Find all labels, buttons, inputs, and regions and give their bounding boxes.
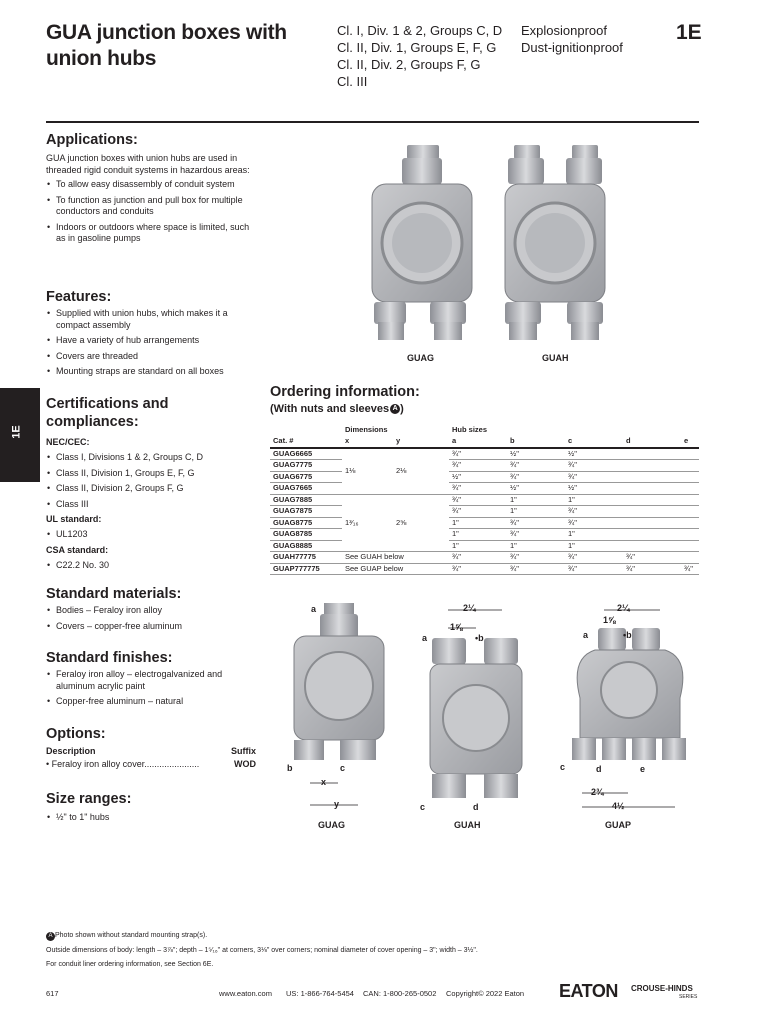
finishes-heading: Standard finishes: (46, 650, 173, 666)
page-number: 617 (46, 989, 59, 998)
table-cell (623, 494, 681, 506)
table-header-row (270, 436, 699, 448)
guap-dim1: 2¼ (617, 603, 630, 613)
csa-label: CSA standard: (46, 544, 109, 555)
table-cell (681, 529, 699, 541)
guah-label-b: •b (475, 633, 484, 643)
table-row (270, 506, 699, 518)
footnote-marker-icon: A (46, 932, 55, 941)
list-item: • Class I, Divisions 1 & 2, Groups C, D (46, 452, 256, 464)
table-cell: ¾" (449, 448, 507, 460)
ordering-table-wrap (270, 425, 699, 575)
features-section (46, 288, 256, 382)
col-header: a (449, 436, 507, 448)
table-cell (623, 517, 681, 529)
footer-us-phone: US: 1-866-764-5454 (286, 989, 354, 998)
features-heading: Features: (46, 289, 112, 305)
option-description: • Feraloy iron alloy cover...................... (46, 759, 200, 769)
col-header: e (681, 436, 699, 448)
table-cell: ½" (449, 471, 507, 483)
cert-heading-line1: Certifications and (46, 396, 169, 412)
list-item: • Copper-free aluminum – natural (46, 696, 256, 708)
table-cell: ¾" (507, 460, 565, 472)
table-cell: GUAP777775 (270, 563, 342, 575)
applications-intro: GUA junction boxes with union hubs are used in threaded rigid conduit systems in hazardous areas: (46, 153, 250, 175)
table-cell: ¾" (565, 460, 623, 472)
table-cell: ¾" (565, 471, 623, 483)
list-item: • Mounting straps are standard on all boxes (46, 366, 256, 378)
list-item: • UL1203 (46, 529, 256, 541)
eaton-logo: EATON (559, 981, 618, 1001)
brand-sub: CROUSE-HINDS (631, 984, 693, 993)
photo-label-guag: GUAG (407, 353, 434, 363)
table-cell: 1" (507, 540, 565, 552)
guap-label-e: e (640, 764, 646, 774)
table-cell (681, 460, 699, 472)
guah-photo (505, 145, 605, 340)
options-col-suffix: Suffix (230, 746, 256, 756)
table-cell: ¾" (449, 563, 507, 575)
table-row (270, 517, 699, 529)
class-line: Cl. III (337, 74, 368, 89)
section-code: 1E (676, 21, 702, 44)
footnote-1 (46, 931, 207, 941)
col-header: b (507, 436, 565, 448)
table-cell (623, 506, 681, 518)
hazard-classes (337, 22, 502, 90)
col-header: Cat. # (270, 436, 342, 448)
list-item: • To allow easy disassembly of conduit system (46, 179, 256, 191)
certifications-section (46, 395, 256, 575)
table-cell: 2⅝ (393, 494, 449, 552)
ordering-heading: Ordering information: (270, 384, 420, 400)
table-cell: GUAG7885 (270, 494, 342, 506)
table-cell: 1³⁄₁₆ (342, 494, 393, 552)
brand-series: SERIES (679, 994, 698, 1000)
option-desc-text: Feraloy iron alloy cover...................... (51, 759, 200, 769)
col-header: x (342, 436, 393, 448)
table-cell: GUAG7875 (270, 506, 342, 518)
table-cell: GUAG8785 (270, 529, 342, 541)
guap-label-b-text: b (626, 630, 632, 640)
table-row (270, 448, 699, 460)
ordering-section (270, 383, 420, 415)
table-cell: ¾" (565, 563, 623, 575)
col-header: y (393, 436, 449, 448)
table-cell: GUAG7775 (270, 460, 342, 472)
list-item: • C22.2 No. 30 (46, 560, 256, 572)
guag-diagram (294, 603, 384, 805)
diagram-label-guap: GUAP (605, 820, 632, 830)
size-ranges-section (46, 790, 256, 828)
group-hub-sizes: Hub sizes (452, 425, 488, 435)
table-row (270, 471, 699, 483)
table-cell: ¾" (449, 494, 507, 506)
guah-dim1: 2¼ (463, 603, 476, 613)
table-cell: ¾" (449, 483, 507, 495)
table-cell (681, 506, 699, 518)
table-row (270, 540, 699, 552)
guap-label-c: c (560, 762, 566, 772)
table-cell: See GUAH below (342, 552, 449, 564)
table-cell: See GUAP below (342, 563, 449, 575)
guah-dim2: 1⅝ (450, 622, 463, 632)
ordering-subheading-text: (With nuts and sleeves (270, 403, 390, 415)
table-cell (681, 494, 699, 506)
table-row (270, 494, 699, 506)
table-cell: ½" (507, 448, 565, 460)
title-line1: GUA junction boxes with (46, 21, 287, 44)
table-cell (681, 483, 699, 495)
list-item: • Class III (46, 499, 256, 511)
guap-dim3: 2¾ (591, 787, 604, 797)
footnote-3: For conduit liner ordering information, see Section 6E. (46, 961, 214, 968)
options-header (46, 746, 256, 756)
side-tab (0, 388, 40, 482)
dimension-diagrams (280, 598, 700, 823)
header-rule (46, 121, 699, 123)
table-cell: ¾" (507, 471, 565, 483)
class-line: Cl. II, Div. 1, Groups E, F, G (337, 40, 497, 55)
table-cell: GUAG6775 (270, 471, 342, 483)
table-row (270, 460, 699, 472)
guag-label-c: c (340, 763, 346, 773)
certifications-heading (46, 395, 256, 431)
table-cell: ¾" (681, 563, 699, 575)
options-col-description: Description (46, 746, 96, 756)
option-suffix: WOD (234, 759, 256, 769)
guap-label-a: a (583, 630, 589, 640)
note-marker-icon: A (390, 404, 400, 414)
footnote-2: Outside dimensions of body: length – 3⅞"; depth – 1⁵⁄₁₆" at corners, 3⅛" over corners; nominal diameter of cover opening – 3"; width – 3½". (46, 947, 478, 954)
materials-list (46, 605, 256, 632)
table-cell: GUAG8885 (270, 540, 342, 552)
footer-website[interactable]: www.eaton.com (219, 989, 272, 998)
materials-section (46, 585, 256, 636)
rating-line: Explosionproof (521, 23, 607, 38)
list-item: • Covers – copper-free aluminum (46, 621, 256, 633)
group-dimensions: Dimensions (345, 425, 388, 435)
footnote-1-text: Photo shown without standard mounting strap(s). (55, 932, 208, 939)
materials-heading: Standard materials: (46, 586, 182, 602)
size-ranges-heading: Size ranges: (46, 791, 132, 807)
table-cell: 1" (507, 494, 565, 506)
table-cell: ¾" (507, 517, 565, 529)
diagram-label-guag: GUAG (318, 820, 345, 830)
table-cell: 1" (507, 506, 565, 518)
applications-list (46, 179, 256, 245)
ordering-table-body (270, 448, 699, 575)
finishes-section (46, 649, 256, 712)
table-cell: ¾" (449, 506, 507, 518)
table-cell: 1" (565, 494, 623, 506)
applications-section (46, 131, 256, 249)
ratings (521, 22, 623, 56)
diagram-label-guah: GUAH (454, 820, 481, 830)
options-heading: Options: (46, 726, 106, 742)
table-row (270, 529, 699, 541)
table-cell (681, 448, 699, 460)
options-row (46, 759, 256, 769)
guag-photo (372, 145, 472, 340)
table-cell (681, 540, 699, 552)
table-cell: ½" (565, 448, 623, 460)
applications-heading: Applications: (46, 132, 138, 148)
features-list (46, 308, 256, 378)
guag-label-x: x (321, 777, 327, 787)
guah-label-d: d (473, 802, 479, 812)
guag-label-a: a (311, 604, 317, 614)
table-cell: 1⅛ (342, 448, 393, 495)
table-cell: 2⅛ (393, 448, 449, 495)
nec-list (46, 452, 256, 510)
table-cell: GUAG8775 (270, 517, 342, 529)
table-cell: 1" (565, 540, 623, 552)
guah-label-c: c (420, 802, 426, 812)
options-section (46, 725, 256, 769)
list-item: • Bodies – Feraloy iron alloy (46, 605, 256, 617)
table-cell: ¾" (623, 552, 681, 564)
list-item: • Class II, Division 2, Groups F, G (46, 483, 256, 495)
table-cell: GUAG6665 (270, 448, 342, 460)
list-item: • Supplied with union hubs, which makes it a compact assembly (46, 308, 256, 331)
cert-heading-line2: compliances: (46, 414, 139, 430)
rating-line: Dust-ignitionproof (521, 40, 623, 55)
table-cell (623, 529, 681, 541)
table-cell: ½" (565, 483, 623, 495)
list-item: • Covers are threaded (46, 351, 256, 363)
photo-label-guah: GUAH (542, 353, 569, 363)
list-item: • Indoors or outdoors where space is limited, such as in gasoline pumps (46, 222, 256, 245)
table-cell: ¾" (507, 563, 565, 575)
ordering-subheading: (With nuts and sleeves A ) (270, 403, 404, 415)
side-tab-label: 1E (10, 425, 23, 439)
csa-list (46, 560, 256, 572)
list-item: • To function as junction and pull box for multiple conductors and conduits (46, 195, 256, 218)
list-item: • Have a variety of hub arrangements (46, 335, 256, 347)
product-photo (362, 140, 632, 350)
ordering-table (270, 425, 699, 575)
guah-label-a: a (422, 633, 428, 643)
table-cell: ¾" (565, 517, 623, 529)
table-cell: 1" (449, 517, 507, 529)
footer-copyright: Copyright© 2022 Eaton (446, 989, 525, 998)
table-cell: GUAH77775 (270, 552, 342, 564)
guap-label-b: •b (623, 630, 632, 640)
guag-label-y: y (334, 799, 340, 809)
table-cell: GUAG7665 (270, 483, 342, 495)
table-cell (623, 460, 681, 472)
list-item: • Feraloy iron alloy – electrogalvanized and aluminum acrylic paint (46, 669, 256, 692)
table-cell (623, 448, 681, 460)
guap-label-d: d (596, 764, 602, 774)
table-cell: ¾" (449, 460, 507, 472)
table-cell: ¾" (623, 563, 681, 575)
nec-label: NEC/CEC: (46, 437, 90, 447)
table-row (270, 483, 699, 495)
title-line2: union hubs (46, 47, 157, 70)
list-item: • Class II, Division 1, Groups E, F, G (46, 468, 256, 480)
finishes-list (46, 669, 256, 708)
table-cell: 1" (449, 529, 507, 541)
table-cell (623, 483, 681, 495)
footer-can-phone: CAN: 1-800-265-0502 (363, 989, 437, 998)
col-header: d (623, 436, 681, 448)
table-cell: 1" (565, 529, 623, 541)
page-title (46, 20, 306, 72)
list-item: • ½" to 1" hubs (46, 812, 256, 824)
ul-list (46, 529, 256, 541)
table-cell (681, 471, 699, 483)
guap-dim4: 4½ (612, 801, 625, 811)
class-line: Cl. I, Div. 1 & 2, Groups C, D (337, 23, 503, 38)
ul-label: UL standard: (46, 514, 102, 524)
guag-label-b: b (287, 763, 293, 773)
class-line: Cl. II, Div. 2, Groups F, G (337, 57, 481, 72)
table-cell (681, 552, 699, 564)
table-row (270, 552, 699, 564)
table-cell (623, 540, 681, 552)
table-cell: ¾" (449, 552, 507, 564)
size-ranges-list (46, 812, 256, 824)
group-spacer (270, 425, 342, 436)
table-cell: ¾" (565, 506, 623, 518)
col-header: c (565, 436, 623, 448)
table-cell: ¾" (565, 552, 623, 564)
table-cell: ¾" (507, 552, 565, 564)
table-cell: 1" (449, 540, 507, 552)
table-cell: ¾" (507, 529, 565, 541)
guah-label-b-text: b (478, 633, 484, 643)
table-cell: ½" (507, 483, 565, 495)
table-cell (681, 517, 699, 529)
guap-dim2: 1⅝ (603, 615, 616, 625)
table-cell (623, 471, 681, 483)
table-row (270, 563, 699, 575)
